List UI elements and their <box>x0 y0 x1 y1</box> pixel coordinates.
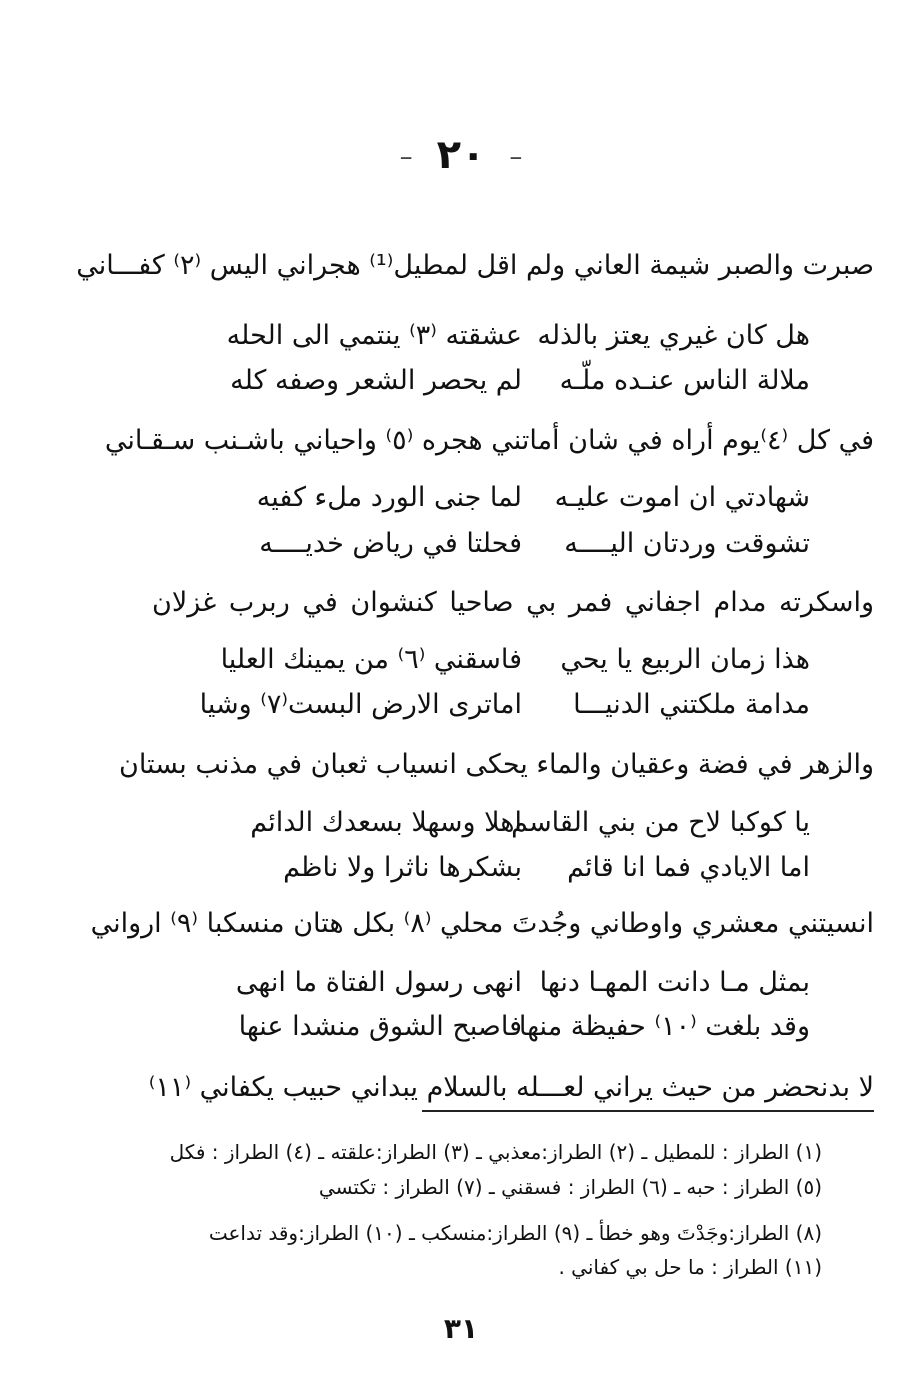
verse-hemistich-left: لم يحصر الشعر وصفه كله <box>230 365 522 396</box>
header-dash-left: – <box>399 142 413 172</box>
stanza-line: صبرت والصبر شيمة العاني ولم اقل لمطيل⁽¹⁾ هجراني اليس ⁽٢⁾ كفـــاني <box>76 250 874 281</box>
verse-hemistich-right: اما الايادي فما انا قائم <box>567 852 810 883</box>
verse-hemistich-right: بمثل مـا دانت المهـا دنها <box>539 967 810 998</box>
header-dash-right: – <box>509 142 523 172</box>
closing-line: لا بدنحضر من حيث يراني لعـــله بالسلام يبداني حبيب يكفاني ⁽١١⁾ <box>148 1072 874 1103</box>
page-number: ٣١ <box>443 1312 479 1345</box>
poem-number-header <box>0 132 922 178</box>
verse-hemistich-left: اماترى الارض البست⁽٧⁾ وشيا <box>199 689 522 720</box>
verse-hemistich-right: هل كان غيري يعتز بالذله <box>537 320 810 351</box>
footnote-line: (٨) الطراز:وجَدْتَ وهو خطأ ـ (٩) الطراز:منسكب ـ (١٠) الطراز:وقد تداعت <box>208 1221 822 1245</box>
stanza-line: في كل ⁽٤⁾يوم أراه في شان أماتني هجره ⁽٥⁾ واحياني باشـنب سـقـاني <box>104 425 874 456</box>
verse-hemistich-left: لما جنى الورد ملء كفيه <box>256 482 522 513</box>
underline-rule <box>422 1110 874 1112</box>
verse-hemistich-left: عشقته ⁽٣⁾ ينتمي الى الحله <box>226 320 522 351</box>
verse-hemistich-right: وقد بلغت ⁽١٠⁾ حفيظة منها <box>518 1011 810 1042</box>
verse-hemistich-left: اهلا وسهلا بسعدك الدائم <box>250 807 522 838</box>
verse-hemistich-left: فاسقني ⁽٦⁾ من يمينك العليا <box>220 644 522 675</box>
verse-hemistich-right: مدامة ملكتني الدنيـــا <box>573 689 810 720</box>
verse-hemistich-left: بشكرها ناثرا ولا ناظم <box>283 852 522 883</box>
stanza-line: انسيتني معشري واوطاني وجُدتَ محلي ⁽٨⁾ بكل هتان منسكبا ⁽٩⁾ ارواني <box>90 908 874 939</box>
verse-hemistich-right: هذا زمان الربيع يا يحي <box>560 644 810 675</box>
poem-number: ٢٠ <box>436 132 486 178</box>
verse-hemistich-left: فاصبح الشوق منشدا عنها <box>238 1011 522 1042</box>
verse-hemistich-right: شهادتي ان اموت عليـه <box>554 482 810 513</box>
footnote-line: (١١) الطراز : ما حل بي كفاني . <box>558 1255 822 1279</box>
verse-hemistich-right: يا كوكبا لاح من بني القاسم <box>511 807 810 838</box>
footnote-line: (١) الطراز : للمطيل ـ (٢) الطراز:معذبي ـ (٣) الطراز:علقته ـ (٤) الطراز : فكل <box>169 1140 822 1164</box>
verse-hemistich-right: تشوقت وردتان اليــــه <box>564 528 810 559</box>
verse-hemistich-left: فحلتا في رياض خديــــه <box>259 528 522 559</box>
verse-hemistich-left: انهى رسول الفتاة ما انهى <box>235 967 522 998</box>
footnote-line: (٥) الطراز : حبه ـ (٦) الطراز : فسقني ـ (٧) الطراز : تكتسي <box>318 1175 822 1199</box>
stanza-line: واسكرته مدام اجفاني فمر بي صاحيا كنشوان في ربرب غزلان <box>152 587 874 618</box>
stanza-line: والزهر في فضة وعقيان والماء يحكى انسياب ثعبان في مذنب بستان <box>118 749 874 780</box>
verse-hemistich-right: ملالة الناس عنـده ملّـه <box>559 365 810 396</box>
